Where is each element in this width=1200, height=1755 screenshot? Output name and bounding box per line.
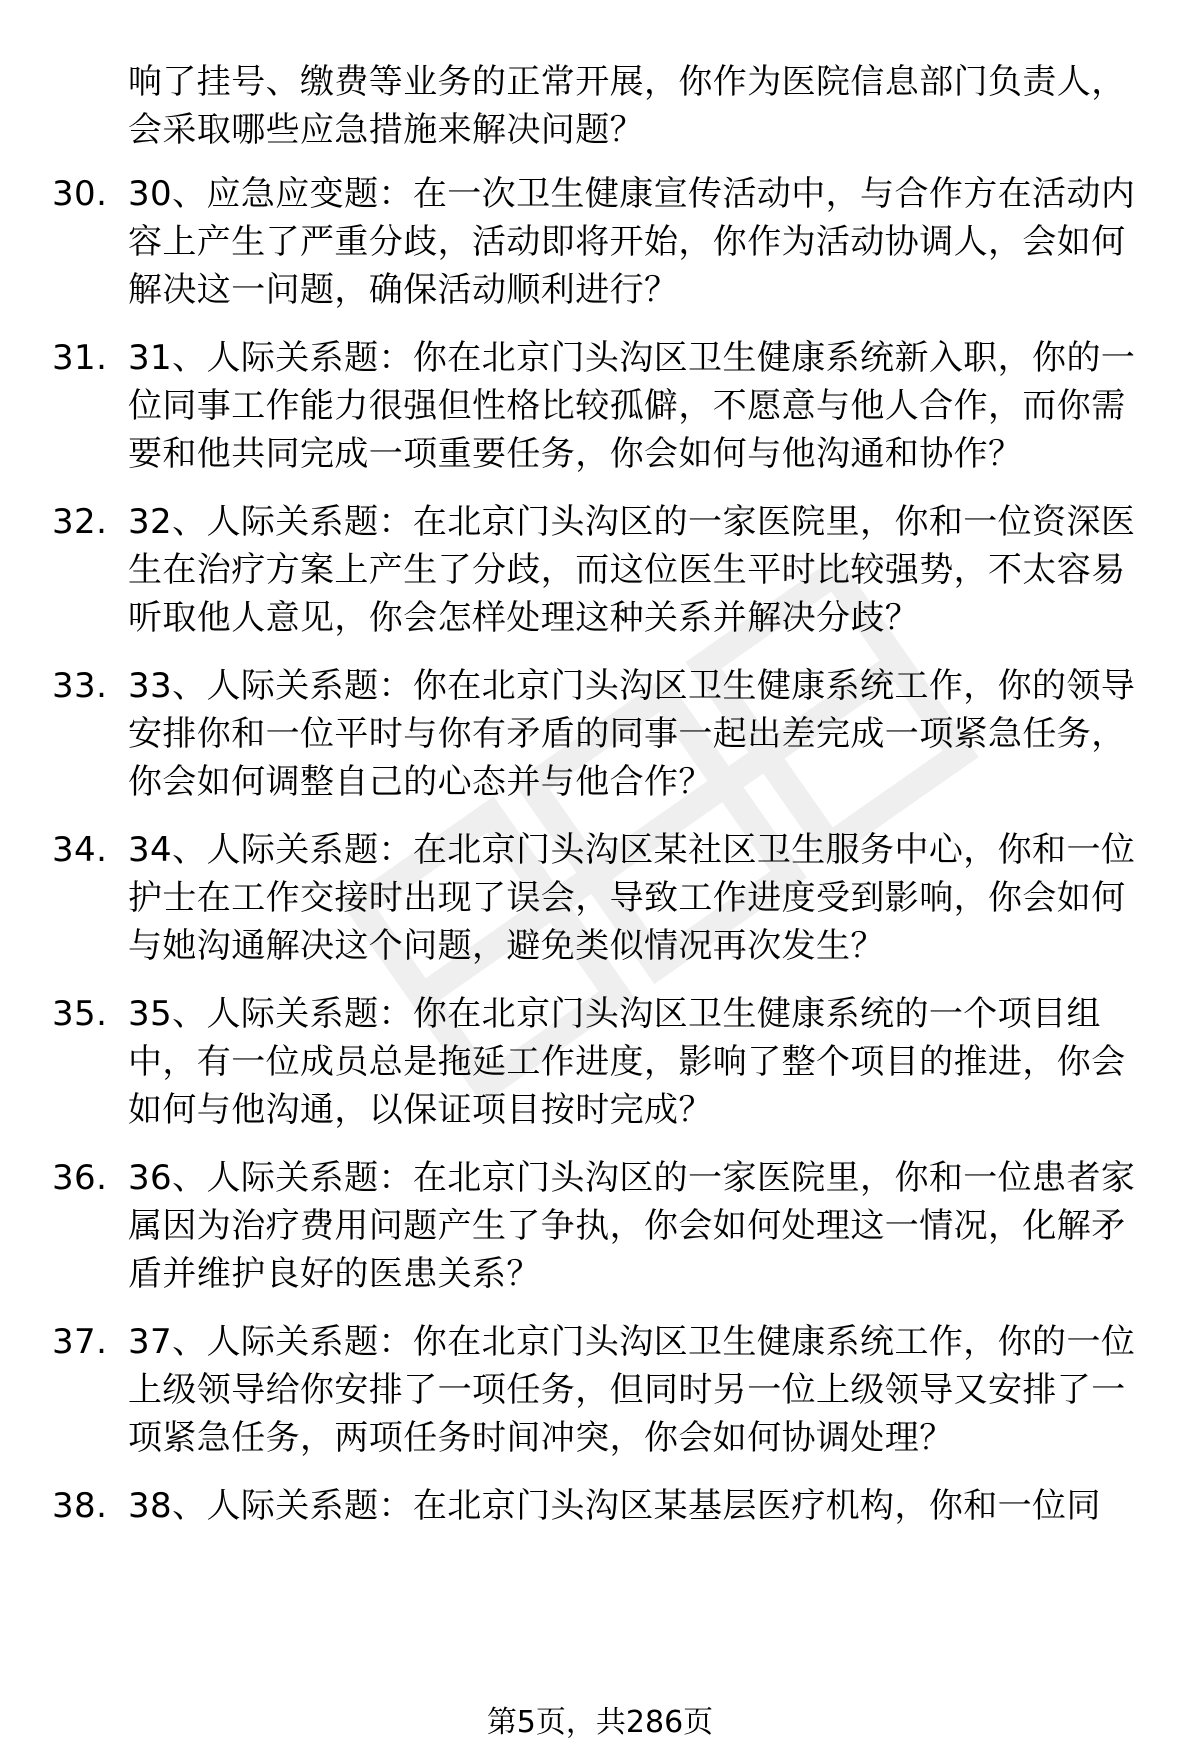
item-number: 30. (52, 174, 108, 214)
item-text: 32、人际关系题：在北京门头沟区的一家医院里，你和一位资深医生在治疗方案上产生了分歧，而这位医生平时比较强势，不太容易听取他人意见，你会怎样处理这种关系并解决分歧？ (128, 502, 1136, 638)
item-number: 36. (52, 1158, 108, 1198)
item-number: 38. (52, 1486, 108, 1526)
item-number: 31. (52, 338, 108, 378)
item-text: 30、应急应变题：在一次卫生健康宣传活动中，与合作方在活动内容上产生了严重分歧，活动即将开始，你作为活动协调人，会如何解决这一问题，确保活动顺利进行？ (128, 174, 1136, 310)
continued-question-text: 响了挂号、缴费等业务的正常开展，你作为医院信息部门负责人，会采取哪些应急措施来解决问题？ (128, 62, 1126, 150)
item-number: 37. (52, 1322, 108, 1362)
item-text: 36、人际关系题：在北京门头沟区的一家医院里，你和一位患者家属因为治疗费用问题产生了争执，你会如何处理这一情况，化解矛盾并维护良好的医患关系？ (128, 1158, 1136, 1294)
item-text: 33、人际关系题：你在北京门头沟区卫生健康系统工作，你的领导安排你和一位平时与你有矛盾的同事一起出差完成一项紧急任务，你会如何调整自己的心态并与他合作？ (128, 666, 1136, 802)
item-number: 32. (52, 502, 108, 542)
item-text: 35、人际关系题：你在北京门头沟区卫生健康系统的一个项目组中，有一位成员总是拖延工作进度，影响了整个项目的推进，你会如何与他沟通，以保证项目按时完成？ (128, 994, 1126, 1130)
item-text: 34、人际关系题：在北京门头沟区某社区卫生服务中心，你和一位护士在工作交接时出现了误会，导致工作进度受到影响，你会如何与她沟通解决这个问题，避免类似情况再次发生？ (128, 830, 1136, 966)
item-number: 33. (52, 666, 108, 706)
item-text: 38、人际关系题：在北京门头沟区某基层医疗机构，你和一位同 (128, 1486, 1101, 1526)
item-text: 37、人际关系题：你在北京门头沟区卫生健康系统工作，你的一位上级领导给你安排了一项任务，但同时另一位上级领导又安排了一项紧急任务，两项任务时间冲突，你会如何协调处理？ (128, 1322, 1136, 1458)
item-number: 35. (52, 994, 108, 1034)
item-text: 31、人际关系题：你在北京门头沟区卫生健康系统新入职，你的一位同事工作能力很强但性格比较孤僻，不愿意与他人合作，而你需要和他共同完成一项重要任务，你会如何与他沟通和协作？ (128, 338, 1136, 474)
item-number: 34. (52, 830, 108, 870)
page-footer: 第5页，共286页 (486, 1705, 714, 1740)
